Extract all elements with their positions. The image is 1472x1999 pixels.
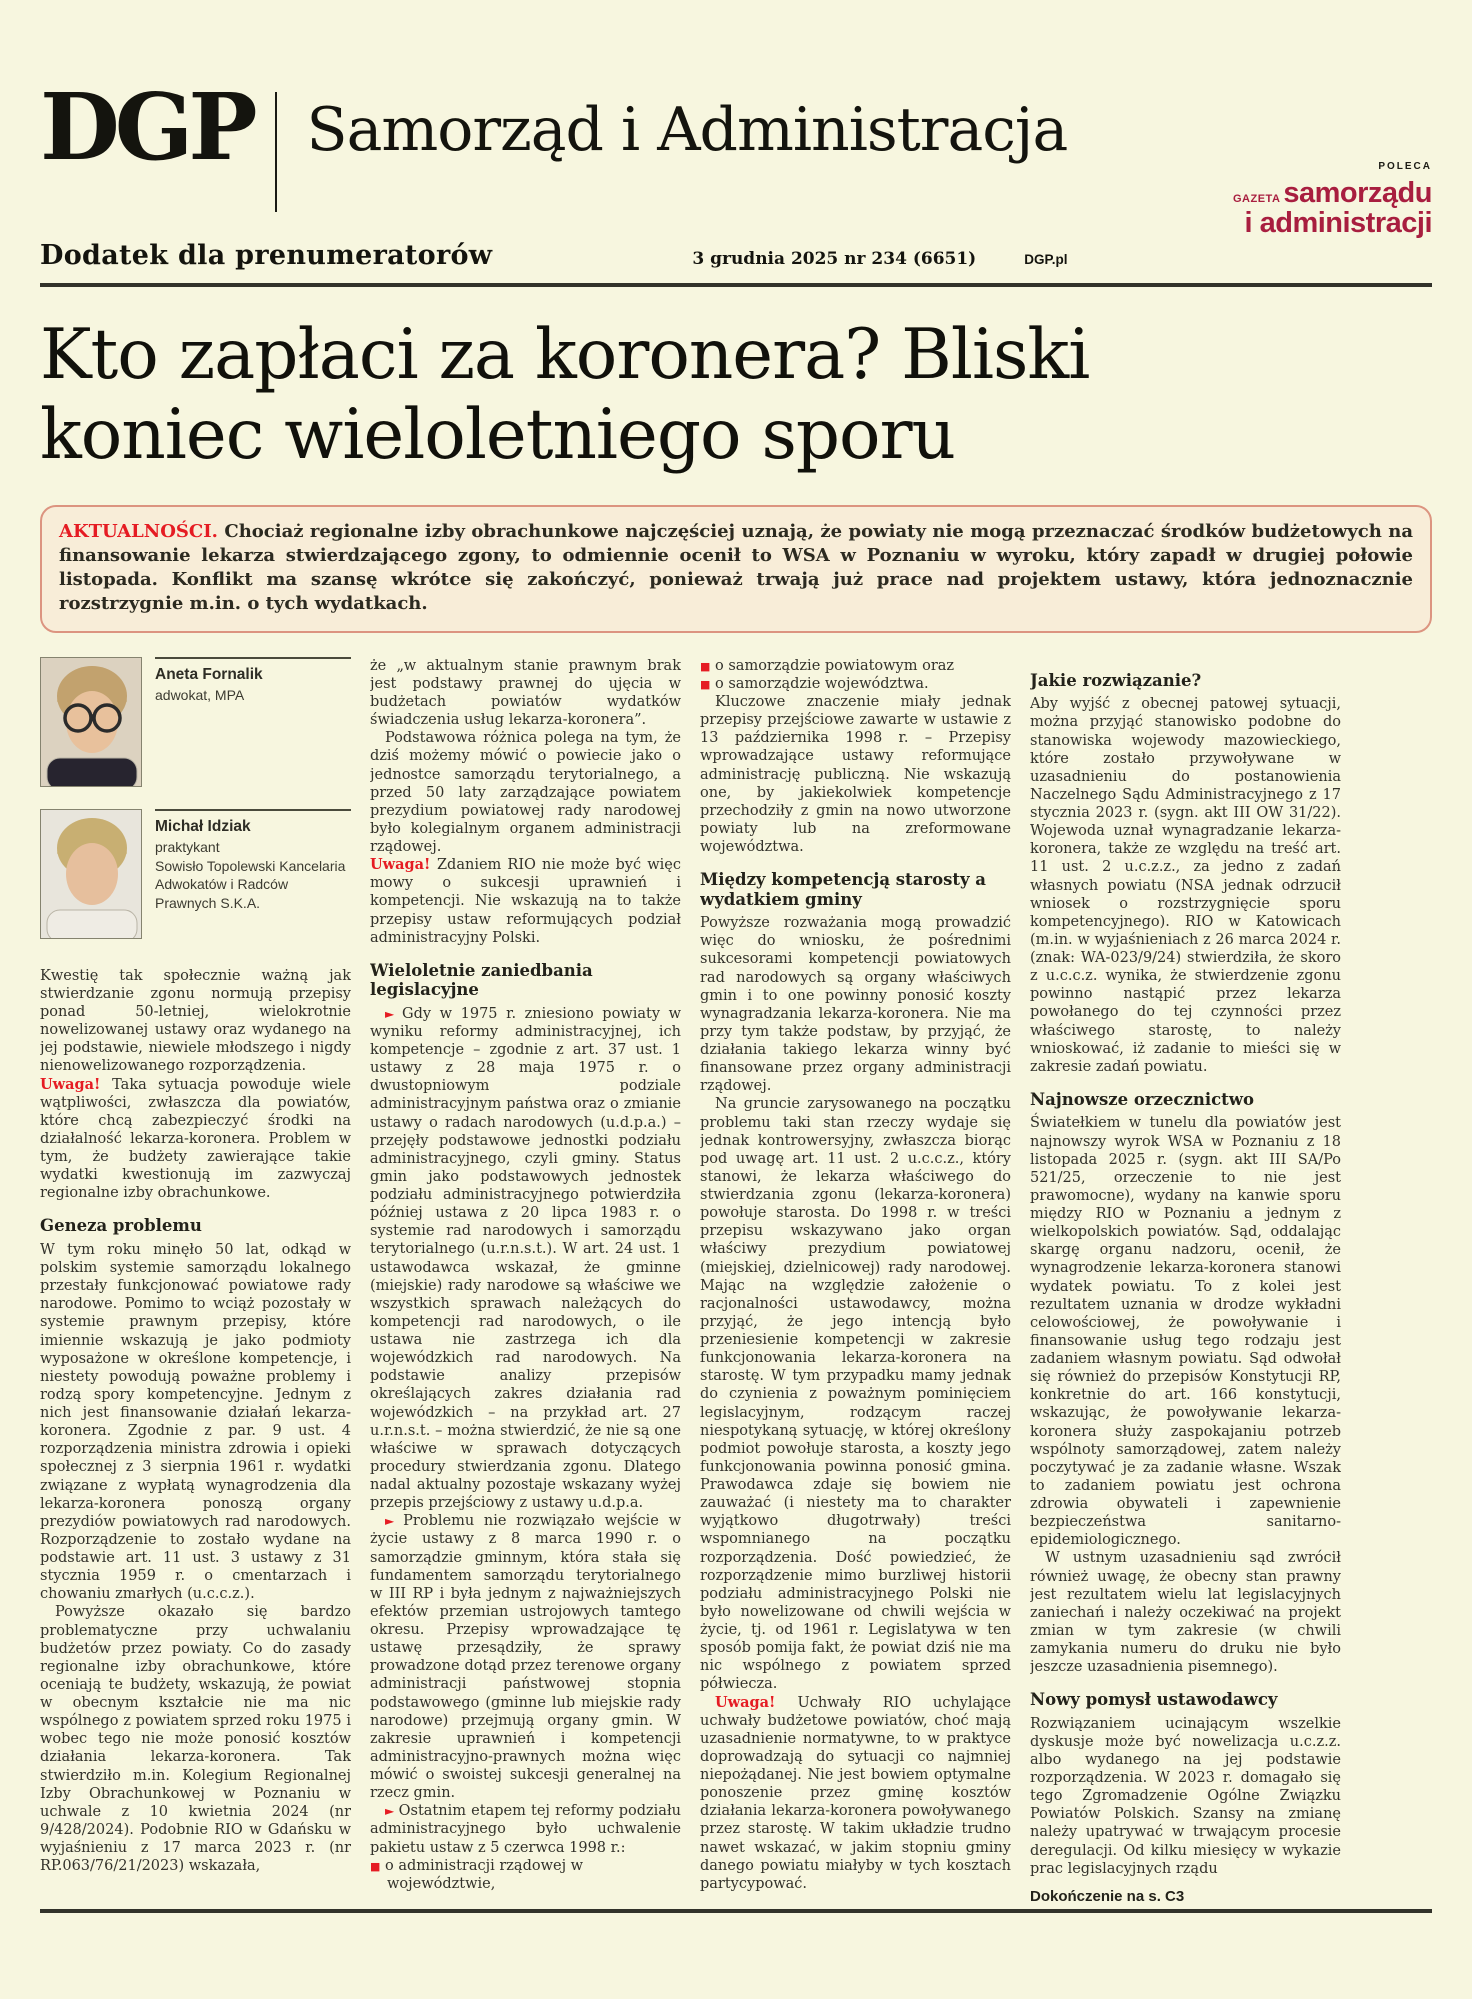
list-item: ■ o samorządzie województwa. [700,675,929,692]
author-bios [40,657,351,961]
article-paragraph: że „w aktualnym stanie prawnym brak jest podstawy prawnej do ujęcia w budżetach powiatów wydatków świadczenia usług lekarza-koronera”. [370,657,681,729]
author-photo [40,809,142,939]
article-paragraph: Uwaga! Uchwały RIO uchylające uchwały budżetowe powiatów, choć mają uzasadnienie normatywne, to w praktyce doprowadzają do sytuacji co najmniej niepożądanej. Nie jest bowiem optymalne ponoszenie przez gminę kosztów działania lekarza-koronera powoływanego przez starostę. W takim układzie trudno nawet wskazać, w jakim stopniu gminy danego powiatu miałyby w tych kosztach partycypować. [700,1693,1011,1892]
list-item: ■ o samorządzie powiatowym oraz [700,657,955,674]
section-subhead: Nowy pomysł ustawodawcy [1030,1690,1278,1710]
arrow-bullet-icon: ► [385,1006,403,1021]
headline-line2: koniec wieloletniego sporu [40,395,956,476]
continuation-note: Dokończenie na s. C3 [1030,1887,1185,1905]
section-subhead: Jakie rozwiązanie? [1030,670,1202,690]
author-role: praktykant [155,839,220,856]
lead-text: Chociaż regionalne izby obrachunkowe najczęściej uznają, że powiaty nie mogą przeznaczać środków budżetowych na finansowanie lekarza stwierdzającego zgony, to odmiennie ocenił to WSA w Poznaniu w wyroku, który zapadł w drugiej połowie listopada. Konflikt ma szansę wkrótce się zakończyć, ponieważ trwają już prace nad projektem ustawy, która jednoznacznie rozstrzygnie m.in. o tych wydatkach. [59,521,1413,614]
section-subhead: Najnowsze orzecznictwo [1030,1089,1254,1109]
footer-rule [40,1909,1432,1913]
article-columns [40,657,1432,1909]
author-name: Michał Idziak [155,817,251,835]
square-bullet-icon: ■ [700,677,711,691]
issue-date: 3 grudnia 2025 nr 234 (6651) [692,249,977,269]
gazeta-word1: samorządu [1283,176,1432,209]
subscriber-supplement-label: Dodatek dla prenumeratorów [40,240,493,271]
site-label: DGP.pl [1024,252,1068,267]
article-paragraph: Podstawowa różnica polega na tym, że dziś możemy mówić o powiecie jako o jednostce samorządu terytorialnego, a przed 50 laty zarządzające powiatem prezydium powiatowej rady narodowej było kolegialnym organem administracji rządowej. [370,730,681,856]
article-paragraph: Kluczowe znaczenie miały jednak przepisy przejściowe zawarte w ustawie z 13 października 1998 r. – Przepisy wprowadzające ustawy reformujące administrację publiczną. Nie wskazują one, by jakiekolwiek kompetencje przechodziły z gmin na nowo utworzone powiaty lub na zreformowane województwa. [700,694,1011,856]
author-info [155,809,351,939]
section-subhead: Między kompetencją starosty a wydatkiem gminy [700,870,987,909]
author-bio [40,809,351,939]
article-headline [40,315,1432,475]
author-info [155,657,351,787]
uwaga-lead: Uwaga! [715,1693,798,1711]
arrow-bullet-icon: ► [385,1514,404,1529]
gazeta-label: GAZETA [1232,192,1281,205]
column-1 [40,657,351,1909]
supplement-title: Samorząd i Administracja [306,95,1068,165]
article-paragraph: Światełkiem w tunelu dla powiatów jest najnowszy wyrok WSA w Poznaniu z 18 listopada 2025 r. (sygn. akt III SA/Po 521/25, orzeczenie to nie jest prawomocne), wydany na kanwie sporu między RIO w Poznaniu a jednym z wielkopolskich powiatów. Sąd, oddalając skargę organu nadzoru, ocenił, że wynagrodzenie lekarza-koronera stanowi wydatek powiatu. To z kolei jest rezultatem uznania w drodze wykładni celowościowej, że powoływanie i finansowanie usług tego rodzaju jest zadaniem własnym powiatu. Sąd odwołał się również do przepisów Konstytucji RP, konkretnie do art. 166 konstytucji, wskazując, że powoływanie lekarza-koronera służy zaspokajaniu potrzeb wspólnoty samorządowej, zatem należy poczytywać je za zadanie własne. Wszak to zadaniem powiatu jest ochrona zdrowia obywateli i zapewnienie bezpieczeństwa sanitarno-epidemiologicznego. [1030,1115,1341,1549]
uwaga-lead: Uwaga! [40,1075,113,1093]
article-paragraph: W ustnym uzasadnieniu sąd zwrócił również uwagę, że obecny stan prawny jest rezultatem wielu lat legislacyjnych zaniechań i należy oczekiwać na projekt zmian w tym zakresie (w chwili zamykania numeru do druku nie było jeszcze uzasadnienia pisemnego). [1030,1550,1341,1676]
gazeta-logo-line1 [1233,178,1432,208]
article-paragraph: ► Problemu nie rozwiązało wejście w życie ustawy z 8 marca 1990 r. o samorządzie gminnym, która stała się fundamentem samorządu terytorialnego w III RP i była jednym z najważniejszych efektów przemian ustrojowych tamtego okresu. Przepisy wprowadzające tę ustawę przesądziły, że sprawy prowadzone dotąd przez terenowe organy administracji państwowej stopnia podstawowego (gminne lub miejskie rady narodowe) przejmują organy gmin. W zakresie uprawnień i kompetencji administracyjno-prawnych można więc mówić o swoistej sukcesji generalnej na rzecz gmin. [370,1513,681,1802]
article-paragraph: Kwestię tak społecznie ważną jak stwierdzanie zgonu normują przepisy ponad 50-letniej, wielokrotnie nowelizowanej ustawy oraz wydanego na jej podstawie, niewiele młodszego i nigdy nienowelizowanego rozporządzenia. [40,967,351,1075]
column-4 [1030,657,1341,1909]
author-role: adwokat, MPA [155,687,245,704]
article-paragraph: Na gruncie zarysowanego na początku problemu taki stan rzeczy wydaje się jednak kontrowersyjny, zwłaszcza biorąc pod uwagę art. 11 ust. 2 u.c.c.z., który stanowi, że lekarza właściwego do stwierdzania zgonu (lekarza-koronera) powołuje starosta. Do 1998 r. w treści przepisu wskazywano jako organ właściwy prezydium powiatowej (miejskiej, dzielnicowej) rady narodowej. Mając na względzie założenie o racjonalności ustawodawcy, można przyjąć, że jego intencją było przeniesienie kompetencji w zakresie funkcjonowania lekarza-koronera na starostę. W tym przypadku mamy jednak do czynienia z poważnym pominięciem legislacyjnym, rodzącym raczej niespotykaną sytuację, w której określony podmiot powołuje starosta, a koszty jego funkcjonowania powinna ponosić gmina. Prawodawca zdaje się bowiem nie zauważać (i niestety ma to charakter wyjątkowo długotrwały) treści wspomnianego na początku rozporządzenia. Dość powiedzieć, że rozporządzenie mimo burzliwej historii podziału administracyjnego Polski nie było nowelizowane od chwili wejścia w życie, tj. od 1961 r. Legislatywa w ten sposób pomija fakt, że powiat dziś nie ma nic wspólnego z powiatem sprzed półwiecza. [700,1096,1011,1693]
uwaga-lead: Uwaga! [370,856,437,874]
article-paragraph: W tym roku minęło 50 lat, odkąd w polskim systemie samorządu lokalnego przestały funkcjonować powiatowe rady narodowe. Pomimo to wciąż pozostały w systemie prawnym przepisy, które imiennie wskazują je jako podmioty wyposażone w określone kompetencje, i niestety powodują poważne problemy i rodzą spory kompetencyjne. Jednym z nich jest finansowanie działań lekarza-koronera. Zgodnie z par. 9 ust. 4 rozporządzenia ministra zdrowia i opieki społecznej z 3 sierpnia 1961 r. wydatki związane z wypłatą wynagrodzenia dla lekarza-koronera ponoszą organy prezydiów powiatowych rad narodowych. Rozporządzenie to zostało wydane na podstawie art. 11 ust. 3 ustawy z 31 stycznia 1959 r. o cmentarzach i chowaniu zmarłych (u.c.c.z.). [40,1241,351,1603]
arrow-bullet-icon: ► [385,1804,399,1819]
author-role: Sowisło Topolewski Kancelaria Adwokatów i Radców Prawnych S.K.A. [155,857,346,911]
list-item: ■ o administracji rządowej w województwie, [370,1857,584,1892]
section-subhead: Geneza problemu [40,1216,202,1236]
column-3 [700,657,1011,1909]
column-2 [370,657,681,1909]
author-name: Aneta Fornalik [155,665,263,683]
section-subhead: Wieloletnie zaniedbania legislacyjne [370,960,593,1000]
headline-line1: Kto zapłaci za koronera? Bliski [40,315,1090,395]
poleca-label: POLECA [1378,161,1432,172]
header-rule [40,283,1432,287]
article-paragraph: Rozwiązaniem ucinającym wszelkie dyskusje może być nowelizacja u.c.z.z. albo wydanego na jej podstawie rozporządzenia. W 2023 r. domagało się tego Zgromadzenie Ogólne Związku Powiatów Polskich. Szansy na zmianę należy upatrywać w trwającym procesie deregulacji. Od kilku miesięcy w wykazie prac legislacyjnych rządu [1030,1715,1341,1877]
article-paragraph: Uwaga! Taka sytuacja powoduje wiele wątpliwości, zwłaszcza dla powiatów, które chcą zabezpieczyć środki na działalność lekarza-koronera. Problem w tym, że budżety zawierające takie wydatki kwestionują im zazwyczaj regionalne izby obrachunkowe. [40,1075,351,1202]
article-paragraph: ► Gdy w 1975 r. zniesiono powiaty w wyniku reformy administracyjnej, ich kompetencje – zgodnie z art. 37 ust. 1 ustawy z 28 maja 1975 r. o dwustopniowym podziale administracyjnym państwa oraz o zmianie ustawy o radach narodowych (u.d.p.a.) – przejęły podstawowe jednostki podziału administracyjnego, czyli gminy. Status gmin jako podstawowych jednostek podziału administracyjnego potwierdziła później ustawa z 20 lipca 1983 r. o systemie rad narodowych i samorządu terytorialnego (u.r.n.s.t.). W art. 24 ust. 1 ustawodawca wskazał, że gminne (miejskie) rady narodowe są właściwe we wszystkich sprawach należących do kompetencji rad narodowych, o ile ustawa nie zastrzega ich dla wojewódzkich rad narodowych. Na podstawie analizy przepisów określających zakres działania rad wojewódzkich – na przykład art. 27 u.r.n.s.t. – można stwierdzić, że nie są one właściwe w sprawach dotyczących procedury stwierdzania zgonu. Dlatego nadal aktualny pozostaje wskazany wyżej przepis przejściowy z ustawy u.d.p.a. [370,1005,681,1512]
subheader [40,240,1432,271]
square-bullet-icon: ■ [370,1859,381,1873]
gazeta-word2: i administracji [1244,206,1432,239]
lead-box [40,505,1432,633]
square-bullet-icon: ■ [700,659,711,673]
author-photo [40,657,142,787]
dgp-logo: DGP [40,73,253,181]
article-paragraph: ► Ostatnim etapem tej reformy podziału administracyjnego było uchwalenie pakietu ustaw z 5 czerwca 1998 r.: [370,1803,681,1856]
masthead [40,73,1432,239]
masthead-divider [275,92,277,212]
gazeta-promo-block [1233,162,1432,238]
article-paragraph: Uwaga! Zdaniem RIO nie może być więc mowy o sukcesji uprawnień i kompetencji. Nie wskazują na to także przepisy ustaw reformujących podział administracyjny Polski. [370,856,681,946]
article-paragraph: Aby wyjść z obecnej patowej sytuacji, można przyjąć stanowisko podobne do stanowiska wojewody mazowieckiego, które zostało przywoływane w uzasadnieniu do postanowienia Naczelnego Sądu Administracyjnego z 17 stycznia 2023 r. (sygn. akt III OW 31/22). Wojewoda uznał wynagradzanie lekarza-koronera, także ze względu na treść art. 11 ust. 2 u.c.z.z., za jedno z zadań własnych powiatu (NSA jednak odrzucił wniosek o rozstrzygnięcie sporu kompetencyjnego). RIO w Katowicach (m.in. w wyjaśnieniach z 26 marca 2024 r. (znak: WA-023/9/24) stwierdziła, że skoro z u.c.c.z. wynika, że stwierdzenie zgonu powinno nastąpić przez lekarza powołanego do tej czynności przez właściwego starostę, to należy wnioskować, iż zadanie to mieści się w zakresie zadań powiatu. [1030,696,1341,1075]
author-bio [40,657,351,787]
lead-kicker: AKTUALNOŚCI. [59,521,218,543]
article-paragraph: Powyższe rozważania mogą prowadzić więc do wniosku, że pośrednimi sukcesorami kompetencji powiatowych rad narodowych są organy właściwych gmin i to one powinny ponosić koszty wynagradzania lekarza-koronera. Nie ma przy tym także podstaw, by przyjąć, że działania takiego lekarza winny być finansowane przez organy administracji rządowej. [700,915,1011,1095]
article-paragraph: Powyższe okazało się bardzo problematyczne przy uchwalaniu budżetów przez powiaty. Co do zasady regionalne izby obrachunkowe, które oceniają te budżety, wskazują, że powiat w obecnym kształcie nie ma nic wspólnego z powiatem sprzed roku 1975 i wobec tego nie może ponosić kosztów działania lekarza-koronera. Tak stwierdziło m.in. Kolegium Regionalnej Izby Obrachunkowej w Poznaniu w uchwale z 10 kwietnia 2024 (nr 9/428/2024). Podobnie RIO w Gdańsku w wyjaśnieniu z 17 marca 2023 r. (nr RP.063/76/21/2023) wskazała, [40,1604,351,1875]
